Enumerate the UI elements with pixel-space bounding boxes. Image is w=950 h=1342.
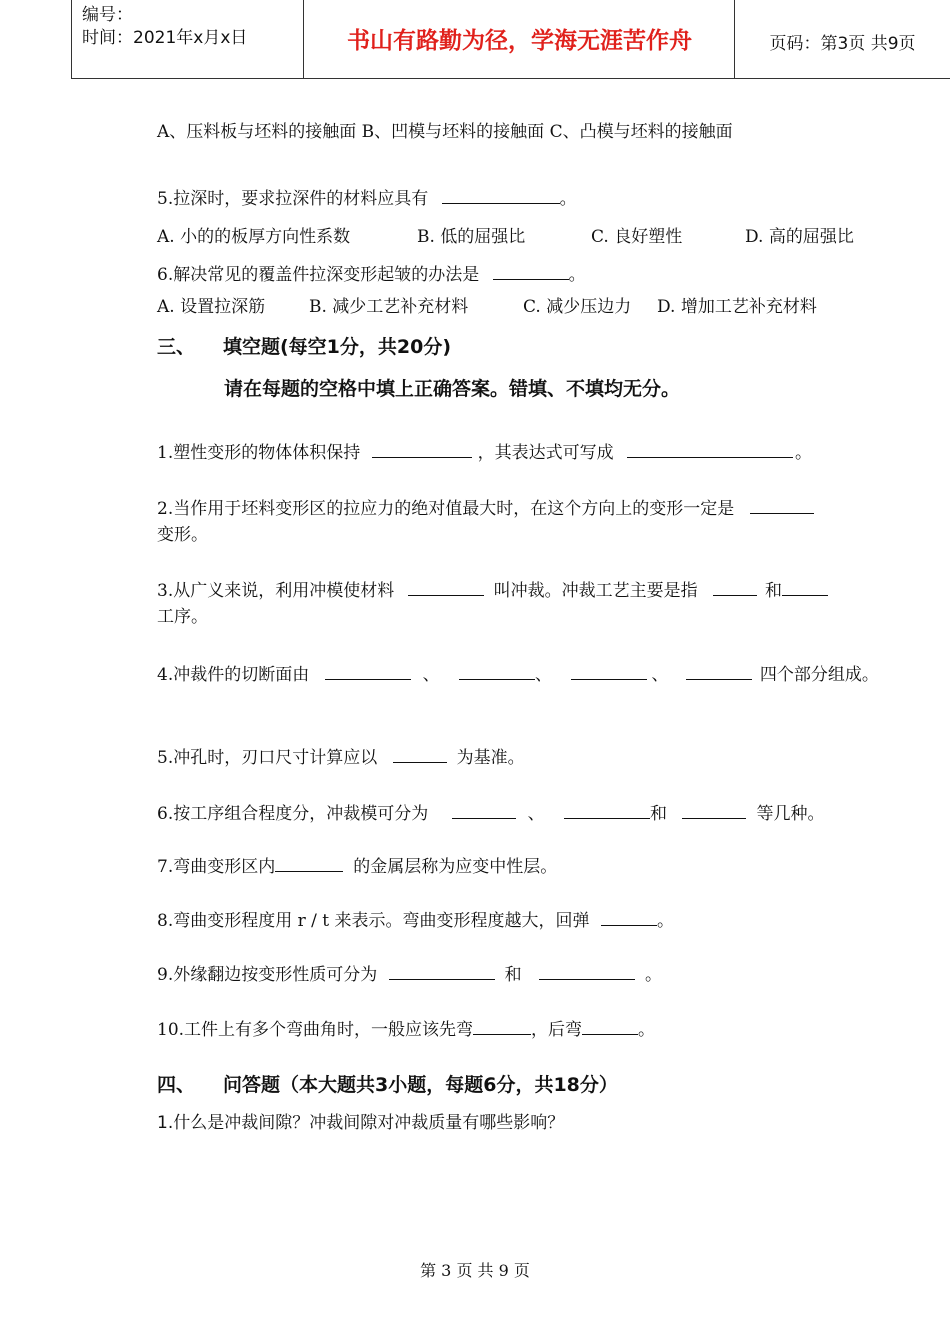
header-divider (71, 0, 72, 78)
answer-blank[interactable] (682, 801, 746, 819)
fill-6-text: 等几种。 (756, 804, 825, 824)
fill-4-text: 四个部分组成。 (759, 665, 879, 685)
q5-option-c: C. 良好塑性 (591, 227, 683, 247)
fill-4-text: 4.冲裁件的切断面由 (157, 665, 310, 685)
fill-question-3 (157, 578, 828, 602)
q4-options: A、压料板与坯料的接触面 B、凹模与坯料的接触面 C、凸模与坯料的接触面 (157, 122, 733, 142)
page-header (71, 0, 950, 79)
fill-9-text: 9.外缘翻边按变形性质可分为 (157, 965, 378, 985)
fill-question-2-cont: 变形。 (157, 525, 208, 545)
fill-1-text: ，其表达式可写成 (477, 443, 614, 463)
fill-question-6 (157, 801, 824, 825)
q6-option-a: A. 设置拉深筋 (157, 297, 266, 317)
answer-blank[interactable] (582, 1017, 638, 1035)
fill-5-text: 为基准。 (456, 748, 525, 768)
fill-7-text: 7.弯曲变形区内 (157, 857, 276, 877)
fill-6-text: 6.按工序组合程度分，冲裁模可分为 (157, 804, 429, 824)
answer-blank[interactable] (389, 962, 495, 980)
answer-blank[interactable] (713, 578, 757, 596)
section-4-number: 四、 (157, 1074, 196, 1096)
section-3-instruction: 请在每题的空格中填上正确答案。错填、不填均无分。 (224, 378, 681, 400)
section-3-number: 三、 (157, 336, 196, 358)
q6-options (157, 296, 917, 318)
header-motto: 书山有路勤为径，学海无涯苦作舟 (347, 28, 692, 54)
fill-8-text: 8.弯曲变形程度用 r / t 来表示。弯曲变形程度越大，回弹 (157, 911, 590, 931)
fill-question-4 (157, 662, 879, 686)
q5-text: 5.拉深时，要求拉深件的材料应具有 (157, 189, 429, 209)
q5-end: 。 (559, 189, 577, 209)
fill-5-text: 5.冲孔时，刃口尺寸计算应以 (157, 748, 378, 768)
question-5 (157, 186, 577, 210)
answer-blank[interactable] (782, 578, 828, 596)
answer-blank[interactable] (372, 440, 472, 458)
fill-7-text: 的金属层称为应变中性层。 (353, 857, 558, 877)
qa-question-1: 1.什么是冲裁间隙？冲裁间隙对冲裁质量有哪些影响？ (157, 1113, 565, 1133)
fill-6-text: 和 (650, 804, 668, 824)
q6-option-c: C. 减少压边力 (523, 297, 632, 317)
fill-6-text: 、 (527, 804, 545, 824)
fill-question-5 (157, 745, 525, 769)
fill-question-10 (157, 1017, 655, 1041)
answer-blank[interactable] (325, 662, 411, 680)
header-meta (82, 4, 247, 50)
fill-question-7 (157, 854, 557, 878)
answer-blank[interactable] (275, 854, 343, 872)
answer-blank[interactable] (473, 1017, 531, 1035)
time-label: 时间：2021年x月x日 (82, 28, 248, 48)
fill-10-text: 。 (638, 1020, 656, 1040)
answer-blank[interactable] (393, 745, 447, 763)
answer-blank[interactable] (571, 662, 647, 680)
fill-4-text: 、 (651, 665, 669, 685)
q5-options (157, 226, 917, 248)
answer-blank[interactable] (452, 801, 516, 819)
section-4-heading (157, 1070, 618, 1097)
section-3-heading (157, 332, 451, 359)
q6-end: 。 (568, 265, 586, 285)
fill-question-9 (157, 962, 662, 986)
answer-blank[interactable] (750, 496, 814, 514)
fill-question-1 (157, 440, 812, 464)
q5-option-a: A. 小的的板厚方向性系数 (157, 227, 351, 247)
fill-3-text: 和 (765, 581, 783, 601)
q5-option-b: B. 低的屈强比 (417, 227, 526, 247)
answer-blank[interactable] (493, 262, 569, 280)
answer-blank[interactable] (442, 186, 560, 204)
question-6 (157, 262, 586, 286)
answer-blank[interactable] (627, 440, 793, 458)
fill-9-text: 和 (504, 965, 522, 985)
q6-text: 6.解决常见的覆盖件拉深变形起皱的办法是 (157, 265, 480, 285)
q6-option-b: B. 减少工艺补充材料 (309, 297, 469, 317)
fill-question-8 (157, 908, 674, 932)
answer-blank[interactable] (564, 801, 650, 819)
answer-blank[interactable] (539, 962, 635, 980)
fill-1-text: 。 (795, 443, 813, 463)
section-4-title: 问答题（本大题共3小题，每题6分，共18分） (223, 1074, 618, 1096)
answer-blank[interactable] (601, 908, 657, 926)
fill-4-text: 、 (422, 665, 440, 685)
fill-question-3-cont: 工序。 (157, 607, 208, 627)
fill-4-text: 、 (535, 665, 553, 685)
answer-blank[interactable] (408, 578, 484, 596)
page-footer: 第 3 页 共 9 页 (420, 1261, 530, 1280)
fill-10-text: 10.工件上有多个弯曲角时，一般应该先弯 (157, 1020, 474, 1040)
fill-question-2 (157, 496, 814, 520)
q5-option-d: D. 高的屈强比 (745, 227, 854, 247)
answer-blank[interactable] (686, 662, 752, 680)
answer-blank[interactable] (459, 662, 535, 680)
fill-8-text: 。 (656, 911, 674, 931)
section-3-title: 填空题(每空1分，共20分) (223, 336, 452, 358)
fill-2-text: 2.当作用于坯料变形区的拉应力的绝对值最大时，在这个方向上的变形一定是 (157, 499, 735, 519)
fill-9-text: 。 (645, 965, 663, 985)
q6-option-d: D. 增加工艺补充材料 (657, 297, 817, 317)
fill-3-text: 叫冲裁。冲裁工艺主要是指 (493, 581, 698, 601)
header-page-info: 页码：第3页 共9页 (769, 34, 916, 54)
fill-10-text: ，后弯 (531, 1020, 583, 1040)
fill-3-text: 3.从广义来说，利用冲模使材料 (157, 581, 395, 601)
number-label: 编号： (82, 5, 133, 25)
fill-1-text: 1.塑性变形的物体体积保持 (157, 443, 361, 463)
